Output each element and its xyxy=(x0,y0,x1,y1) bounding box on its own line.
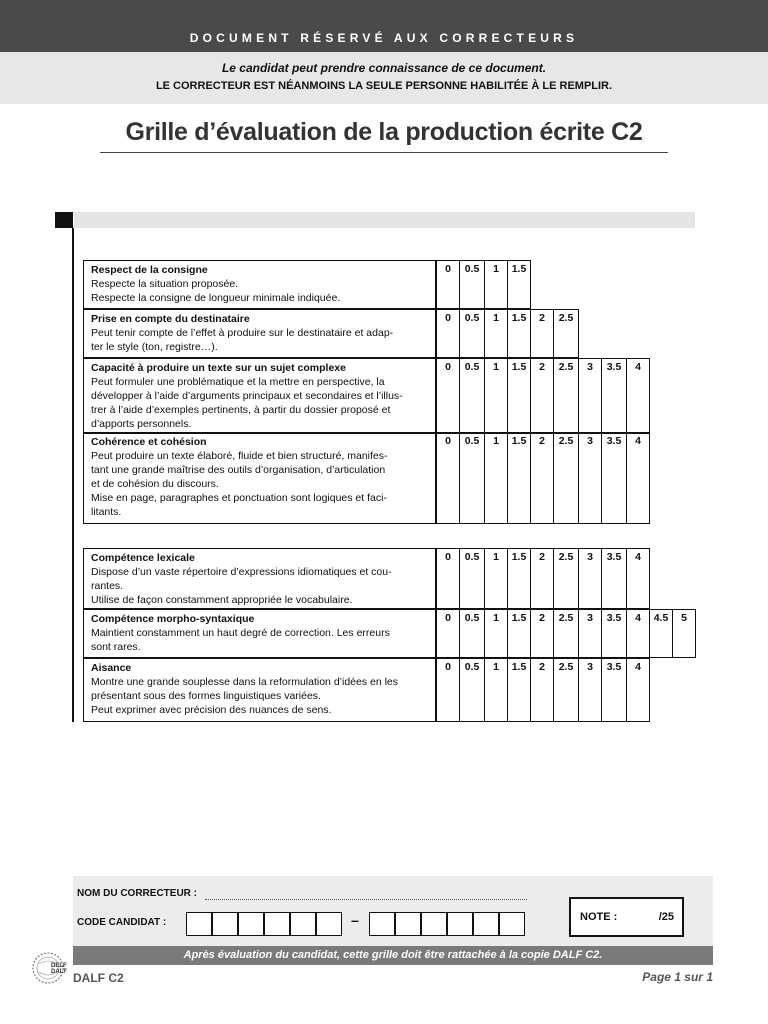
score-cell[interactable]: 0 xyxy=(436,609,460,658)
section-header-bar xyxy=(74,212,695,228)
notice-line-2: LE CORRECTEUR EST NÉANMOINS LA SEULE PERSONNE HABILITÉE À LE REMPLIR. xyxy=(155,80,613,92)
candidate-code-box[interactable] xyxy=(186,912,212,936)
notice-line-1: Le candidat peut prendre connaissance de ce document. xyxy=(221,61,547,75)
criterion-text: Peut produire un texte élaboré, fluide et bien structuré, manifes- tant une grande maîtrise des outils d’organisation, d’articulation et de cohésion du discours. Mise en page, paragraphes et ponctuation sont logiques et faci- litants. xyxy=(91,450,388,518)
criterion-description xyxy=(83,548,436,609)
score-cell[interactable]: 4 xyxy=(626,358,650,434)
candidate-code-box[interactable] xyxy=(238,912,264,936)
score-cell[interactable]: 4 xyxy=(626,658,650,722)
score-cell[interactable]: 2 xyxy=(530,609,554,658)
score-cell[interactable]: 2 xyxy=(530,309,554,358)
note-total: /25 xyxy=(658,911,674,923)
criterion-text: Montre une grande souplesse dans la reformulation d’idées en les présentant sous des formes linguistiques variées. Peut exprimer avec précision des nuances de sens. xyxy=(91,676,399,716)
svg-text:DALF: DALF xyxy=(51,969,67,975)
score-cell[interactable]: 2.5 xyxy=(553,309,579,358)
score-cell[interactable]: 3 xyxy=(578,609,602,658)
section-vertical-rule xyxy=(72,228,74,722)
note-box[interactable] xyxy=(569,897,684,937)
score-cell[interactable]: 2.5 xyxy=(553,548,579,609)
score-cell[interactable]: 0.5 xyxy=(459,309,485,358)
score-cell[interactable]: 2.5 xyxy=(553,358,579,434)
score-cell[interactable]: 4 xyxy=(626,548,650,609)
criterion-title: Prise en compte du destinataire xyxy=(91,313,250,325)
score-cell[interactable]: 0.5 xyxy=(459,658,485,722)
criterion-text: Respecte la situation proposée. Respecte la consigne de longueur minimale indiquée. xyxy=(91,278,341,304)
page-title: Grille d’évaluation de la production écrite C2 xyxy=(100,118,668,153)
score-cell[interactable]: 0.5 xyxy=(459,260,485,309)
svg-text:DELF: DELF xyxy=(51,963,67,969)
score-cell[interactable]: 0 xyxy=(436,432,460,524)
attach-instruction: Après évaluation du candidat, cette grille doit être rattachée à la copie DALF C2. xyxy=(73,946,713,965)
score-cell[interactable]: 3 xyxy=(578,548,602,609)
score-cell[interactable]: 1.5 xyxy=(507,260,531,309)
score-cell[interactable]: 2.5 xyxy=(553,658,579,722)
corrector-name-field[interactable] xyxy=(205,899,527,900)
score-cell[interactable]: 0 xyxy=(436,309,460,358)
score-cell[interactable]: 4 xyxy=(626,432,650,524)
criterion-description xyxy=(83,260,436,309)
score-cell[interactable]: 4.5 xyxy=(649,609,673,658)
candidate-code-box[interactable] xyxy=(369,912,395,936)
criterion-description xyxy=(83,658,436,722)
candidate-code-box[interactable] xyxy=(316,912,342,936)
score-cell[interactable]: 1.5 xyxy=(507,548,531,609)
page-number: Page 1 sur 1 xyxy=(642,970,713,984)
score-cell[interactable]: 0.5 xyxy=(459,548,485,609)
section-marker xyxy=(55,212,73,228)
note-label: NOTE : xyxy=(580,911,618,923)
criterion-title: Respect de la consigne xyxy=(91,264,208,276)
score-cell[interactable]: 2.5 xyxy=(553,609,579,658)
candidate-code-dash: – xyxy=(351,912,359,928)
score-cell[interactable]: 2 xyxy=(530,358,554,434)
score-cell[interactable]: 0 xyxy=(436,658,460,722)
score-cell[interactable]: 3.5 xyxy=(601,548,627,609)
criterion-title: Compétence morpho-syntaxique xyxy=(91,613,255,625)
score-cell[interactable]: 4 xyxy=(626,609,650,658)
score-cell[interactable]: 1 xyxy=(484,260,508,309)
candidate-code-box[interactable] xyxy=(395,912,421,936)
candidate-code-box[interactable] xyxy=(264,912,290,936)
score-cell[interactable]: 1 xyxy=(484,358,508,434)
candidate-code-box[interactable] xyxy=(421,912,447,936)
score-cell[interactable]: 1 xyxy=(484,548,508,609)
score-cell[interactable]: 0.5 xyxy=(459,432,485,524)
criterion-title: Aisance xyxy=(91,662,132,674)
score-cell[interactable]: 3.5 xyxy=(601,432,627,524)
score-cell[interactable]: 3 xyxy=(578,358,602,434)
score-cell[interactable]: 0 xyxy=(436,358,460,434)
notice-panel xyxy=(0,52,768,104)
score-cell[interactable]: 2 xyxy=(530,548,554,609)
score-cell[interactable]: 3.5 xyxy=(601,658,627,722)
candidate-code-box[interactable] xyxy=(290,912,316,936)
criterion-description xyxy=(83,609,436,658)
candidate-code-label: CODE CANDIDAT : xyxy=(77,917,167,928)
score-cell[interactable]: 3 xyxy=(578,432,602,524)
delf-dalf-logo-icon xyxy=(30,950,70,986)
criterion-title: Compétence lexicale xyxy=(91,552,195,564)
score-cell[interactable]: 3.5 xyxy=(601,358,627,434)
score-cell[interactable]: 1.5 xyxy=(507,432,531,524)
exam-name: DALF C2 xyxy=(73,971,124,985)
score-cell[interactable]: 2.5 xyxy=(553,432,579,524)
criterion-text: Peut tenir compte de l’effet à produire sur le destinataire et adap- ter le style (ton, registre…). xyxy=(91,327,394,353)
score-cell[interactable]: 0.5 xyxy=(459,358,485,434)
score-cell[interactable]: 1 xyxy=(484,609,508,658)
score-cell[interactable]: 1.5 xyxy=(507,658,531,722)
score-cell[interactable]: 3 xyxy=(578,658,602,722)
criterion-description xyxy=(83,309,436,358)
criterion-title: Cohérence et cohésion xyxy=(91,436,207,448)
criterion-text: Peut formuler une problématique et la mettre en perspective, la développer à l’aide d’arguments principaux et secondaires et l’illus- trer à l’aide d’exemples pertinents, à partir du dossier proposé et d’apports personnels. xyxy=(91,376,403,430)
score-cell[interactable]: 2 xyxy=(530,432,554,524)
score-cell[interactable]: 1.5 xyxy=(507,309,531,358)
score-cell[interactable]: 0.5 xyxy=(459,609,485,658)
score-cell[interactable]: 1 xyxy=(484,658,508,722)
score-cell[interactable]: 1.5 xyxy=(507,609,531,658)
score-cell[interactable]: 5 xyxy=(672,609,696,658)
candidate-code-box[interactable] xyxy=(499,912,525,936)
score-cell[interactable]: 1.5 xyxy=(507,358,531,434)
criterion-description xyxy=(83,432,436,524)
reserved-banner: DOCUMENT RÉSERVÉ AUX CORRECTEURS xyxy=(189,31,579,45)
corrector-name-label: NOM DU CORRECTEUR : xyxy=(77,888,197,899)
score-cell[interactable]: 1 xyxy=(484,432,508,524)
criterion-title: Capacité à produire un texte sur un sujet complexe xyxy=(91,362,346,374)
score-cell[interactable]: 0 xyxy=(436,260,460,309)
candidate-code-box[interactable] xyxy=(212,912,238,936)
candidate-code-box[interactable] xyxy=(473,912,499,936)
score-cell[interactable]: 2 xyxy=(530,658,554,722)
criterion-text: Maintient constamment un haut degré de correction. Les erreurs sont rares. xyxy=(91,627,390,653)
score-cell[interactable]: 0 xyxy=(436,548,460,609)
criterion-text: Dispose d’un vaste répertoire d’expressions idiomatiques et cou- rantes. Utilise de façon constamment appropriée le vocabulaire. xyxy=(91,566,392,606)
score-cell[interactable]: 3.5 xyxy=(601,609,627,658)
header-bar xyxy=(0,0,768,52)
criterion-description xyxy=(83,358,436,434)
candidate-code-box[interactable] xyxy=(447,912,473,936)
score-cell[interactable]: 1 xyxy=(484,309,508,358)
